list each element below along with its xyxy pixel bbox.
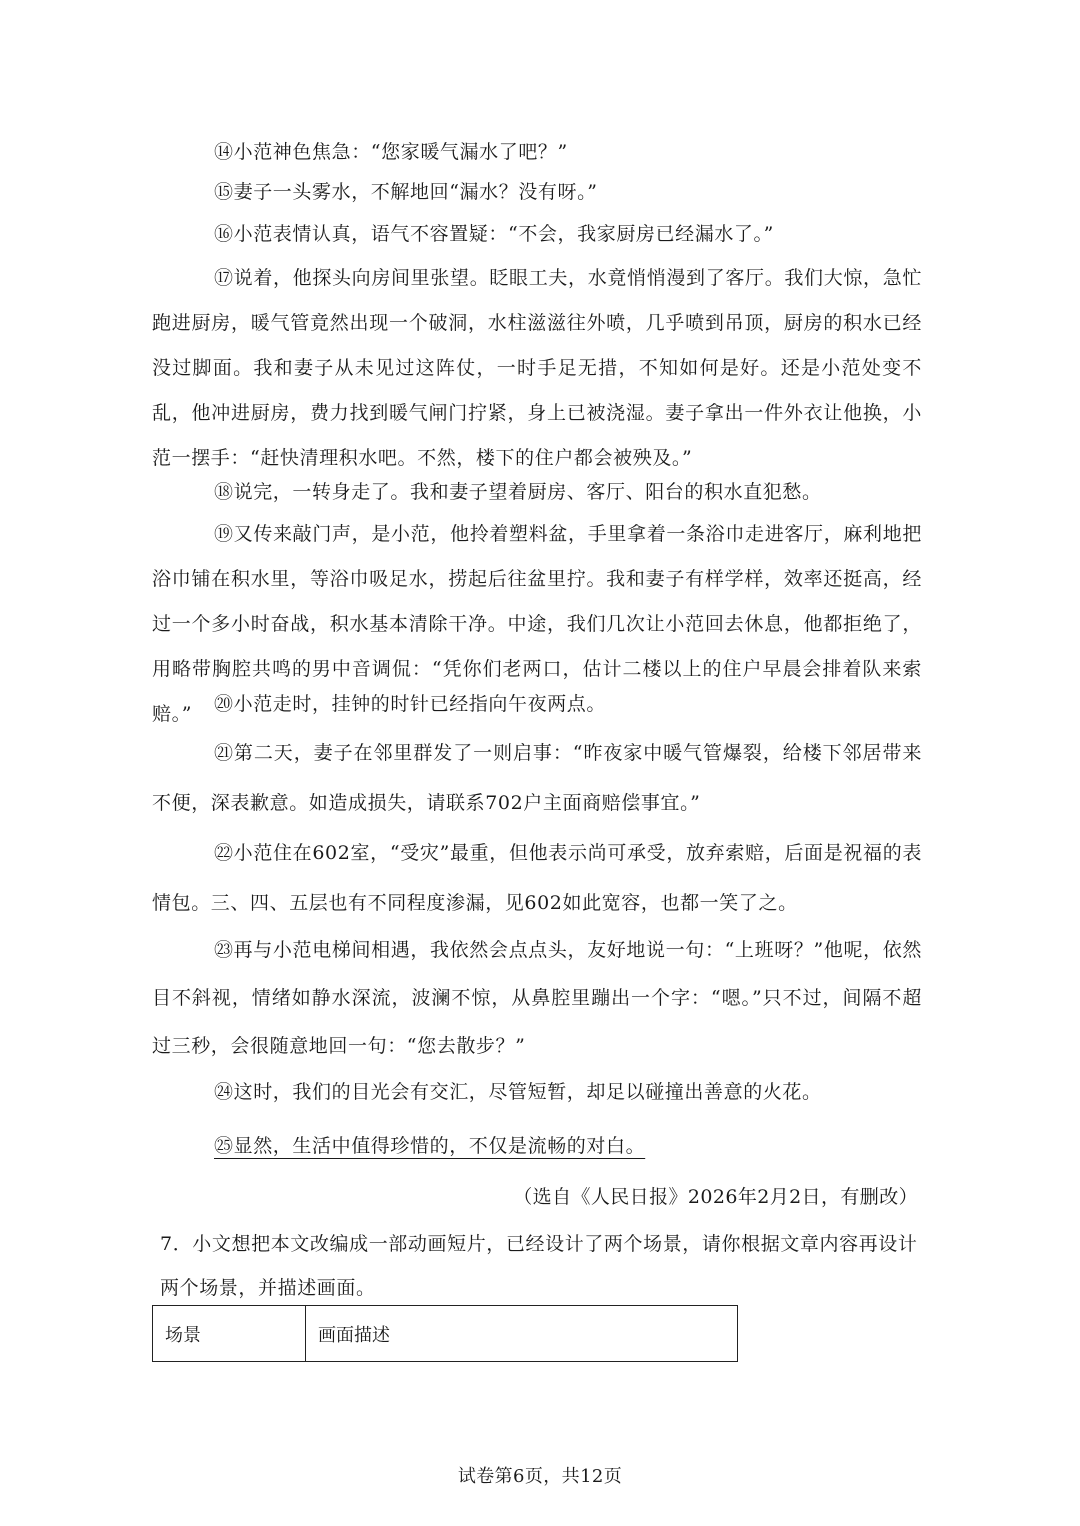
source-citation: （选自《人民日报》2026年2月2日，有删改） bbox=[513, 1186, 918, 1208]
paragraph-14: ⑭小范神色焦急：“您家暖气漏水了吧？” bbox=[214, 141, 568, 163]
question-7: 7．小文想把本文改编成一部动画短片，已经设计了两个场景，请你根据文章内容再设计两个场景，并描述画面。 bbox=[160, 1233, 918, 1299]
page-footer: 试卷第6页，共12页 bbox=[457, 1466, 623, 1487]
underlined-sentence: ㉕显然，生活中值得珍惜的，不仅是流畅的对白。 bbox=[214, 1135, 646, 1157]
paragraph-24: ㉔这时，我们的目光会有交汇，尽管短暂，却足以碰撞出善意的火花。 bbox=[214, 1081, 822, 1103]
paragraph-25 bbox=[214, 1124, 922, 1169]
paragraph-19: ⑲又传来敲门声，是小范，他拎着塑料盆，手里拿着一条浴巾走进客厅，麻利地把浴巾铺在积水里，等浴巾吸足水，捞起后往盆里拧。我和妻子有样学样，效率还挺高，经过一个多小时奋战，积水基本清除干净。中途，我们几次让小范回去休息，他都拒绝了，用略带胸腔共鸣的男中音调侃：“凭你们老两口，估计二楼以上的住户早晨会排着队来索赔。” bbox=[152, 523, 922, 725]
scene-table bbox=[152, 1305, 738, 1362]
paragraph-15: ⑮妻子一头雾水，不解地回“漏水？没有呀。” bbox=[214, 181, 598, 203]
paragraph-16: ⑯小范表情认真，语气不容置疑：“不会，我家厨房已经漏水了。” bbox=[214, 223, 774, 245]
table-header-scene: 场景 bbox=[153, 1306, 306, 1362]
paragraph-17: ⑰说着，他探头向房间里张望。眨眼工夫，水竟悄悄漫到了客厅。我们大惊，急忙跑进厨房，暖气管竟然出现一个破洞，水柱滋滋往外喷，几乎喷到吊顶，厨房的积水已经没过脚面。我和妻子从未见过这阵仗，一时手足无措，不知如何是好。还是小范处变不乱，他冲进厨房，费力找到暖气闸门拧紧，身上已被浇湿。妻子拿出一件外衣让他换，小范一摆手：“赶快清理积水吧。不然，楼下的住户都会被殃及。” bbox=[152, 267, 922, 469]
paragraph-22: ㉒小范住在602室，“受灾”最重，但他表示尚可承受，放弃索赔，后面是祝福的表情包。三、四、五层也有不同程度渗漏，见602如此宽容，也都一笑了之。 bbox=[152, 842, 922, 914]
paragraph-20: ⑳小范走时，挂钟的时针已经指向午夜两点。 bbox=[214, 693, 607, 715]
paragraph-21: ㉑第二天，妻子在邻里群发了一则启事：“昨夜家中暖气管爆裂，给楼下邻居带来不便，深表歉意。如造成损失，请联系702户主面商赔偿事宜。” bbox=[152, 742, 922, 814]
paragraph-23: ㉓再与小范电梯间相遇，我依然会点点头，友好地说一句：“上班呀？”他呢，依然目不斜视，情绪如静水深流，波澜不惊，从鼻腔里蹦出一个字：“嗯。”只不过，间隔不超过三秒，会很随意地回一句：“您去散步？” bbox=[152, 939, 922, 1057]
table-row bbox=[153, 1306, 738, 1362]
table-header-description: 画面描述 bbox=[306, 1306, 738, 1362]
paragraph-18: ⑱说完，一转身走了。我和妻子望着厨房、客厅、阳台的积水直犯愁。 bbox=[214, 481, 822, 503]
